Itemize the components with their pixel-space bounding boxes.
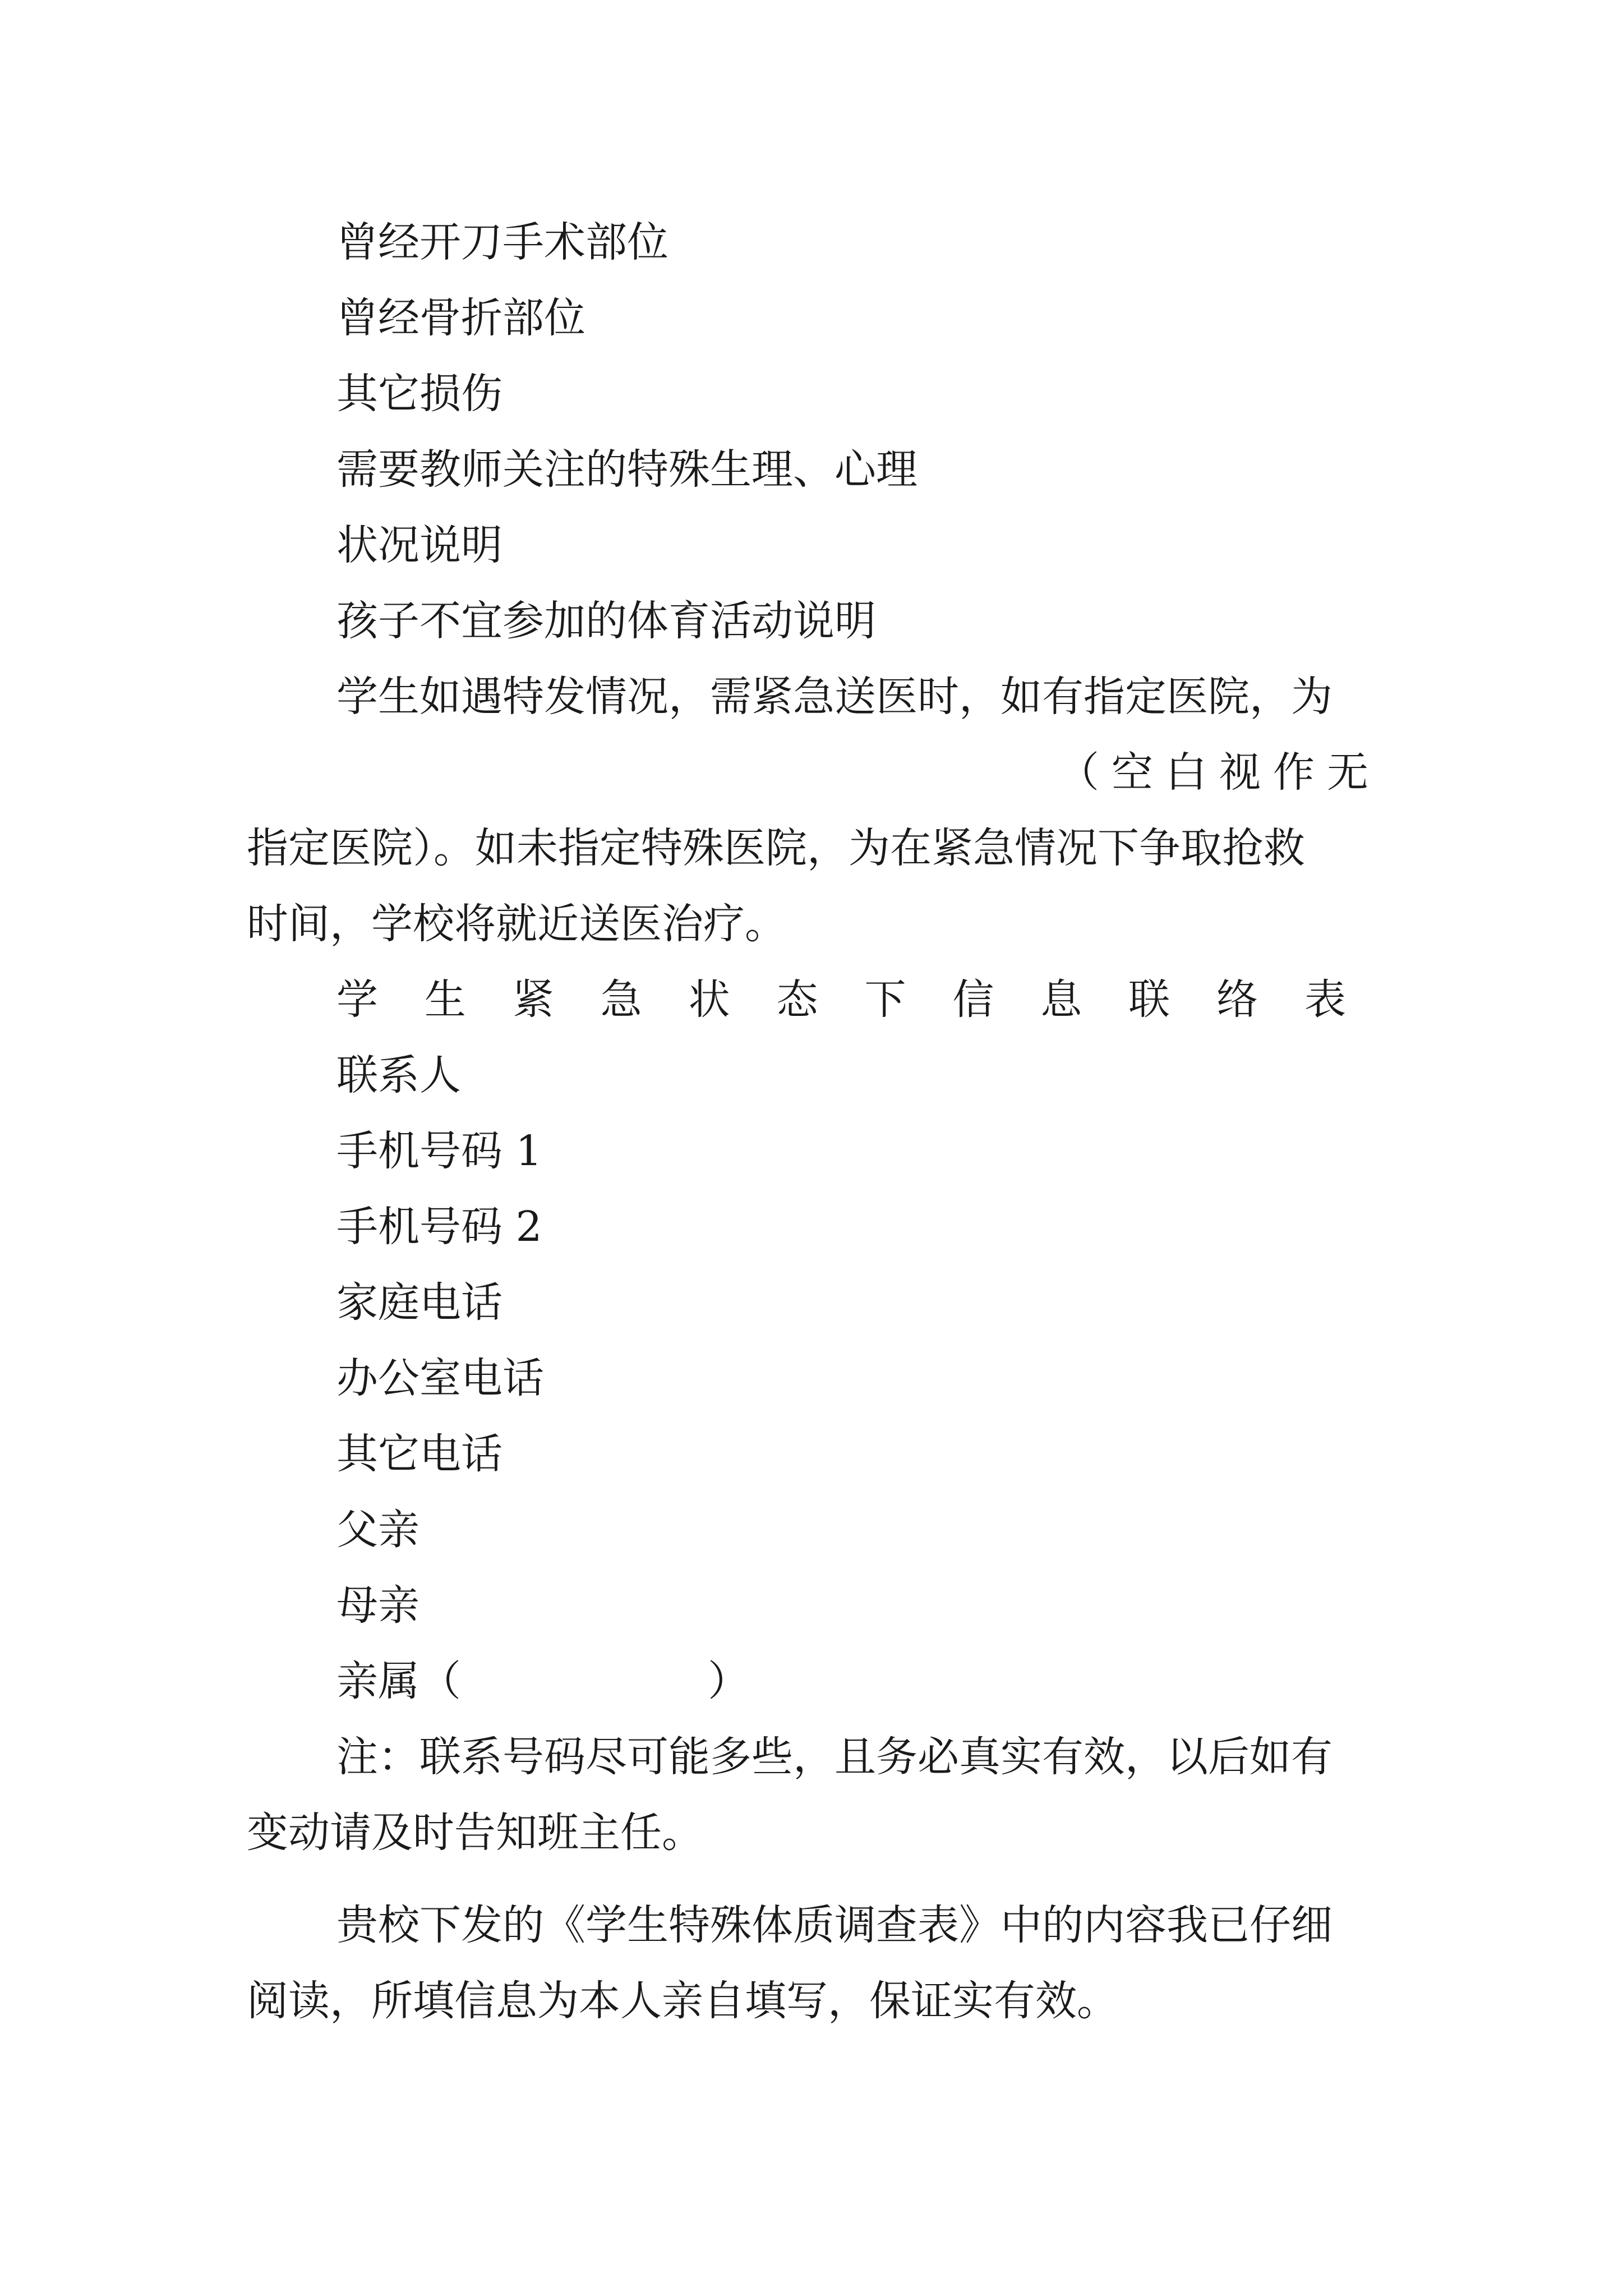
declaration-line-2: 阅读，所填信息为本人亲自填写，保证实有效。 bbox=[247, 1977, 1118, 2025]
note-line-1: 注：联系号码尽可能多些，且务必真实有效，以后如有 bbox=[336, 1733, 1332, 1781]
hospital-paragraph-line-2: （空白视作无 bbox=[1058, 748, 1381, 797]
surgery-line: 曾经开刀手术部位 bbox=[336, 218, 668, 266]
title-char: 紧 bbox=[512, 976, 554, 1024]
title-char: 信 bbox=[952, 976, 994, 1024]
special-needs-line: 需要教师关注的特殊生理、心理 bbox=[336, 445, 917, 494]
office-phone-label: 办公室电话 bbox=[336, 1354, 544, 1402]
other-injury-line: 其它损伤 bbox=[336, 370, 502, 418]
home-phone-label: 家庭电话 bbox=[336, 1278, 502, 1327]
title-char: 态 bbox=[776, 976, 818, 1024]
title-char: 联 bbox=[1128, 976, 1170, 1024]
title-char: 急 bbox=[600, 976, 642, 1024]
hospital-paragraph-line-4: 时间，学校将就近送医治疗。 bbox=[247, 900, 786, 948]
contact-table-title bbox=[336, 976, 1346, 1024]
contact-person-label: 联系人 bbox=[336, 1051, 461, 1099]
title-char: 生 bbox=[424, 976, 466, 1024]
hospital-paragraph-line-3: 指定医院）。如未指定特殊医院，为在紧急情况下争取抢救 bbox=[247, 824, 1305, 872]
mother-label: 母亲 bbox=[336, 1581, 419, 1630]
title-char: 络 bbox=[1216, 976, 1258, 1024]
declaration-line-1: 贵校下发的《学生特殊体质调查表》中的内容我已仔细 bbox=[336, 1901, 1332, 1949]
relative-close: ） bbox=[708, 1657, 749, 1705]
relative-label bbox=[336, 1657, 749, 1705]
fracture-line: 曾经骨折部位 bbox=[336, 294, 585, 342]
title-char: 状 bbox=[688, 976, 730, 1024]
father-label: 父亲 bbox=[336, 1506, 419, 1554]
note-line-2: 变动请及时告知班主任。 bbox=[247, 1809, 703, 1857]
title-char: 下 bbox=[864, 976, 906, 1024]
title-char: 学 bbox=[336, 976, 378, 1024]
hospital-paragraph-line-1: 学生如遇特发情况，需紧急送医时，如有指定医院，为 bbox=[336, 673, 1332, 721]
status-desc-line: 状况说明 bbox=[336, 521, 502, 569]
mobile-2-label: 手机号码 2 bbox=[336, 1203, 542, 1251]
mobile-1-label: 手机号码 1 bbox=[336, 1127, 542, 1175]
title-char: 表 bbox=[1304, 976, 1346, 1024]
relative-open: 亲属（ bbox=[336, 1657, 461, 1705]
other-phone-label: 其它电话 bbox=[336, 1430, 502, 1478]
sports-restrict-line: 孩子不宜参加的体育活动说明 bbox=[336, 597, 876, 645]
title-char: 息 bbox=[1040, 976, 1082, 1024]
